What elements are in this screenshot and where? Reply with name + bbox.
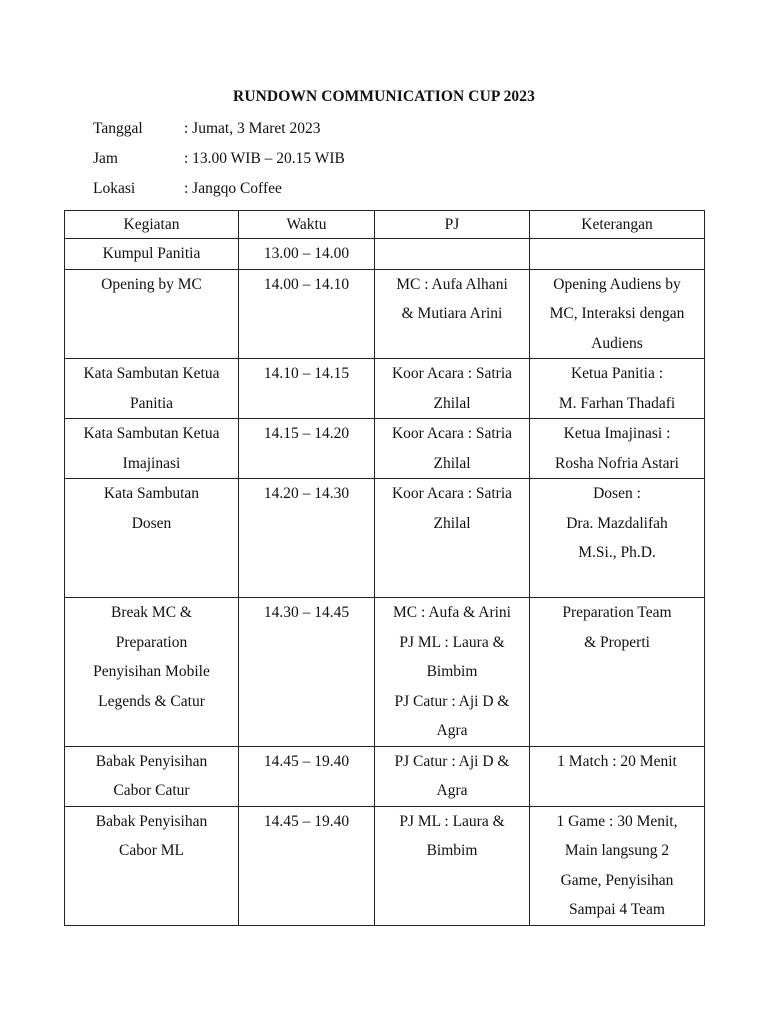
cell-kegiatan-line: Cabor Catur: [113, 782, 190, 799]
cell-kegiatan: [65, 746, 239, 806]
cell-kegiatan: [65, 239, 239, 270]
table-header-row: [65, 211, 705, 239]
cell-pj: [375, 598, 530, 747]
header-kegiatan: Kegiatan: [65, 211, 239, 239]
info-tanggal: [93, 120, 320, 138]
cell-pj-line: Bimbim: [426, 663, 478, 680]
cell-keterangan-line: Ketua Panitia :: [570, 365, 664, 382]
cell-keterangan-line: Dosen :: [593, 485, 641, 502]
cell-waktu: 14.20 – 14.30: [239, 479, 375, 598]
cell-keterangan-line: Ketua Imajinasi :: [563, 425, 671, 442]
cell-kegiatan-line: Imajinasi: [122, 454, 181, 472]
cell-pj: [375, 746, 530, 806]
cell-keterangan-line: 1 Game : 30 Menit,: [556, 812, 678, 830]
cell-kegiatan: [65, 269, 239, 359]
cell-waktu: 13.00 – 14.00: [239, 239, 375, 270]
cell-keterangan-line: Opening Audiens by: [553, 275, 681, 293]
cell-keterangan-line: Preparation Team: [562, 604, 672, 621]
table-row: [65, 479, 705, 598]
table-body: [65, 239, 705, 926]
cell-pj: [375, 239, 530, 270]
cell-keterangan-line: Rosha Nofria Astari: [555, 454, 679, 472]
info-label: Tanggal: [93, 120, 143, 137]
cell-keterangan-line: Main langsung 2: [564, 842, 670, 859]
cell-keterangan-line: Game, Penyisihan: [560, 871, 674, 889]
table-row: [65, 598, 705, 747]
cell-pj-line: MC : Aufa & Arini: [393, 604, 511, 621]
cell-pj-line: Koor Acara : Satria: [391, 485, 513, 502]
cell-keterangan: [530, 239, 705, 270]
cell-kegiatan-line: Opening by MC: [101, 275, 202, 293]
cell-keterangan: [530, 479, 705, 598]
cell-kegiatan-line: Kumpul Panitia: [102, 245, 201, 262]
cell-kegiatan-line: Kata Sambutan: [103, 485, 200, 502]
cell-keterangan-line: M. Farhan Thadafi: [558, 394, 676, 412]
cell-pj-line: PJ Catur : Aji D &: [394, 692, 510, 710]
header-keterangan: Keterangan: [530, 211, 705, 239]
cell-kegiatan: [65, 479, 239, 598]
cell-pj-line: Zhilal: [433, 454, 471, 472]
cell-kegiatan: [65, 806, 239, 925]
cell-keterangan-line: Audiens: [591, 334, 643, 352]
cell-pj-line: MC : Aufa Alhani: [396, 275, 508, 293]
cell-waktu: 14.45 – 19.40: [239, 746, 375, 806]
cell-pj-line: Zhilal: [433, 514, 471, 532]
cell-waktu: 14.45 – 19.40: [239, 806, 375, 925]
cell-pj: [375, 479, 530, 598]
cell-pj-line: & Mutiara Arini: [401, 305, 503, 322]
cell-kegiatan-line: Babak Penyisihan: [95, 752, 208, 770]
cell-pj-line: Zhilal: [433, 394, 471, 412]
cell-pj: [375, 359, 530, 419]
cell-pj: [375, 806, 530, 925]
cell-keterangan: [530, 746, 705, 806]
cell-waktu: 14.30 – 14.45: [239, 598, 375, 747]
table-row: [65, 746, 705, 806]
cell-kegiatan-line: Kata Sambutan Ketua: [83, 365, 220, 382]
cell-pj-line: Koor Acara : Satria: [391, 365, 513, 382]
cell-keterangan-line: Dra. Mazdalifah: [566, 514, 668, 532]
info-value: : Jangqo Coffee: [184, 180, 282, 197]
cell-kegiatan-line: Cabor ML: [118, 842, 184, 859]
cell-kegiatan-line: Break MC &: [111, 604, 192, 621]
cell-kegiatan-line: Preparation: [115, 633, 188, 651]
cell-keterangan: [530, 598, 705, 747]
table-row: [65, 269, 705, 359]
cell-pj-line: Koor Acara : Satria: [391, 425, 513, 442]
cell-pj: [375, 419, 530, 479]
cell-pj: [375, 269, 530, 359]
cell-kegiatan-line: Babak Penyisihan: [95, 812, 208, 830]
table-row: [65, 359, 705, 419]
cell-keterangan: [530, 806, 705, 925]
header-waktu: Waktu: [239, 211, 375, 239]
cell-waktu: 14.15 – 14.20: [239, 419, 375, 479]
cell-keterangan-line: M.Si., Ph.D.: [578, 544, 656, 561]
info-label: Jam: [93, 150, 118, 167]
cell-pj-line: Bimbim: [426, 842, 478, 859]
table-row: [65, 239, 705, 270]
cell-kegiatan-line: Penyisihan Mobile: [93, 663, 210, 680]
cell-pj-line: Agra: [436, 782, 468, 799]
table-row: [65, 419, 705, 479]
cell-keterangan-line: & Properti: [584, 633, 650, 651]
cell-pj-line: Agra: [436, 722, 468, 739]
info-lokasi: [93, 180, 282, 198]
cell-keterangan-line: [534, 568, 700, 598]
cell-keterangan-line: MC, Interaksi dengan: [549, 305, 685, 322]
info-value: : Jumat, 3 Maret 2023: [184, 120, 321, 137]
cell-keterangan-line: 1 Match : 20 Menit: [557, 752, 677, 770]
cell-kegiatan-line: Legends & Catur: [98, 692, 205, 710]
cell-keterangan: [530, 419, 705, 479]
info-value: : 13.00 WIB – 20.15 WIB: [184, 150, 345, 167]
cell-waktu: 14.00 – 14.10: [239, 269, 375, 359]
header-pj: PJ: [375, 211, 530, 239]
cell-kegiatan: [65, 359, 239, 419]
cell-keterangan-line: Sampai 4 Team: [569, 901, 665, 918]
cell-kegiatan-line: Panitia: [129, 394, 174, 412]
cell-pj-line: PJ Catur : Aji D &: [394, 752, 510, 770]
cell-pj-line: PJ ML : Laura &: [399, 812, 505, 830]
table-row: [65, 806, 705, 925]
rundown-table: [64, 210, 705, 926]
info-label: Lokasi: [93, 180, 136, 197]
info-jam: [93, 150, 345, 168]
cell-keterangan: [530, 359, 705, 419]
cell-kegiatan: [65, 598, 239, 747]
cell-pj-line: PJ ML : Laura &: [399, 633, 505, 651]
cell-kegiatan-line: Dosen: [131, 514, 172, 532]
cell-kegiatan-line: Kata Sambutan Ketua: [83, 425, 220, 442]
cell-waktu: 14.10 – 14.15: [239, 359, 375, 419]
document-title: RUNDOWN COMMUNICATION CUP 2023: [233, 88, 535, 105]
cell-keterangan: [530, 269, 705, 359]
cell-kegiatan: [65, 419, 239, 479]
